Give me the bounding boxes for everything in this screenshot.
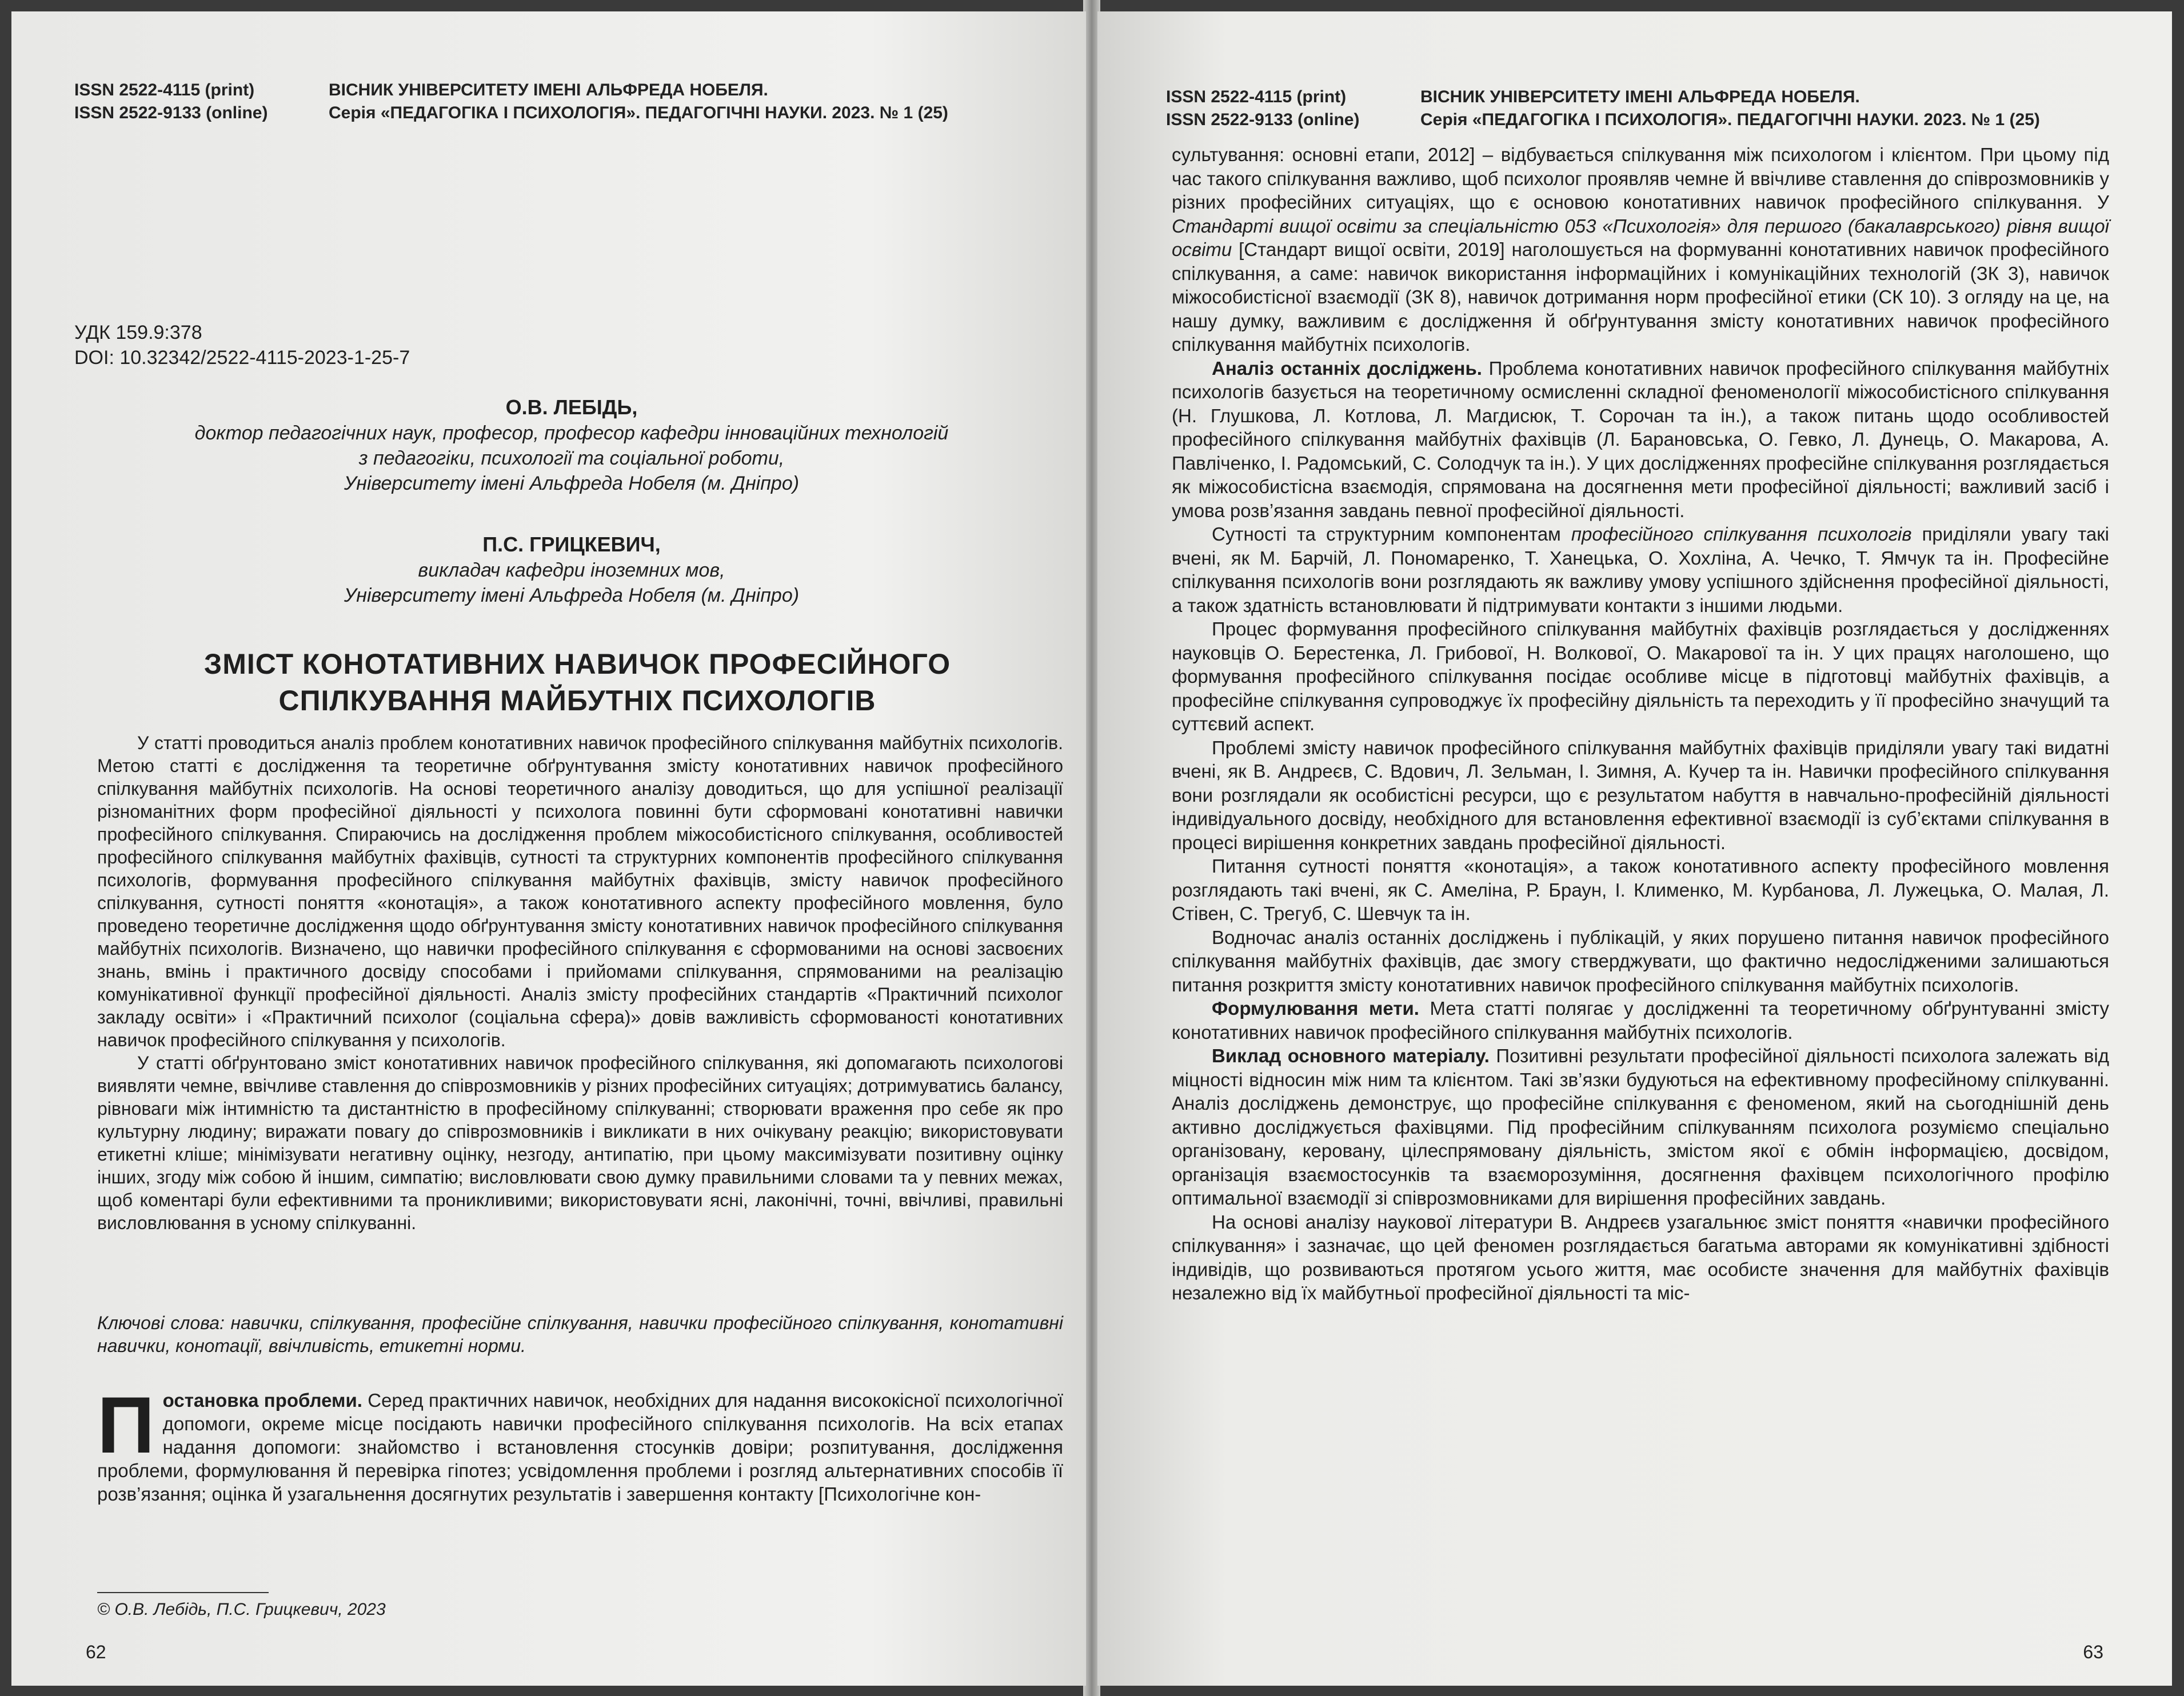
author-2 [126, 531, 1017, 608]
author-1 [126, 394, 1017, 496]
issn-print: ISSN 2522-4115 (print) [74, 81, 255, 99]
body-paragraph-8-text: Мета статті полягає у дослідженні та теоретичному обґрунтуванні змісту конотативних навичок професійного спілкування майбутніх психологів. [1172, 998, 2109, 1043]
body-paragraph-2 [1172, 357, 2109, 523]
article-title-line-2: СПІЛКУВАННЯ МАЙБУТНІХ ПСИХОЛОГІВ [278, 685, 876, 717]
issn-block [74, 79, 326, 125]
body-paragraph-3-text-b: приділяли увагу такі вчені, як М. Барчій, Л. Пономаренко, Т. Ханецька, О. Хохліна, А. Чечко, Т. Ямчук та ін. Професійне спілкування психологів вони розглядають як важливу умову успішного здійснення професійної діяльності, а також здатність встановлювати й підтримувати контакти з іншими людьми. [1172, 523, 2109, 616]
journal-line-1-right: ВІСНИК УНІВЕРСИТЕТУ ІМЕНІ АЛЬФРЕДА НОБЕЛЯ. [1420, 87, 1860, 106]
journal-line-2: Серія «ПЕДАГОГІКА І ПСИХОЛОГІЯ». ПЕДАГОГІЧНІ НАУКИ. 2023. № 1 (25) [329, 103, 948, 122]
keywords: Ключові слова: навички, спілкування, професійне спілкування, навички професійного спілкування, конотативні навички, конотації, ввічливість, етикетні норми. [97, 1313, 1063, 1356]
journal-title-right [1420, 86, 2163, 131]
body-paragraph-9-text: Позитивні результати професійної діяльності психолога залежать від міцності відносин між ним та клієнтом. Такі зв’язки будуються на ефективному професійному спілкуванні. Аналіз досліджень демонструє, що професійне спілкування є феноменом, який на сьогоднішній день активно досліджується фахівцями. Під професійним спілкуванням психолога розуміємо спеціально організовану, керовану, цілеспрямовану діяльність, змістом якої є обмін інформацією, досвідом, організація взаємостосунків та взаєморозуміння, досягнення фахівцем психологічного профілю оптимальної взаємодії зі співрозмовниками для вирішення професійних завдань. [1172, 1045, 2109, 1209]
author-1-affiliation-1: доктор педагогічних наук, професор, професор кафедри інноваційних технологій [194, 422, 949, 444]
body-paragraph-3-italic: професійного спілкування психологів [1571, 523, 1912, 545]
body-text-right [1172, 143, 2109, 1305]
section-heading-problem: остановка проблеми. [162, 1390, 362, 1411]
section-heading-goal: Формулювання мети. [1212, 998, 1419, 1019]
issn-block-right [1166, 86, 1418, 131]
body-paragraph-8 [1172, 997, 2109, 1044]
left-page [11, 11, 1086, 1686]
author-1-affiliation-2: з педагогіки, психології та соціальної роботи, [358, 447, 785, 469]
journal-line-1: ВІСНИК УНІВЕРСИТЕТУ ІМЕНІ АЛЬФРЕДА НОБЕЛЯ. [329, 81, 768, 99]
section-heading-analysis: Аналіз останніх досліджень. [1212, 357, 1482, 379]
copyright-footnote: © О.В. Лебідь, П.С. Грицкевич, 2023 [97, 1600, 386, 1619]
journal-line-2-right: Серія «ПЕДАГОГІКА І ПСИХОЛОГІЯ». ПЕДАГОГІЧНІ НАУКИ. 2023. № 1 (25) [1420, 110, 2040, 129]
classification-block [74, 320, 410, 370]
author-1-name: О.В. ЛЕБІДЬ, [505, 395, 638, 419]
intro-text: Серед практичних навичок, необхідних для надання висококісної психологічної допомоги, окреме місце посідають навички професійного спілкування психологів. На всіх етапах надання допомоги: знайомство і встановлення стосунків довіри; розпитування, дослідження проблеми, формулювання й перевірка гіпотез; усвідомлення проблеми і розгляд альтернативних способів її розв’язання; оцінка й узагальнення досягнутих результатів і завершення контакту [Психологічне кон- [97, 1390, 1063, 1505]
page-number-left: 62 [86, 1642, 106, 1662]
abstract [97, 731, 1063, 1234]
body-paragraph-1-text-b: [Стандарт вищої освіти, 2019] наголошується на формуванні конотативних навичок професійного спілкування, а саме: навичок використання інформаційних і комунікаційних технологій (ЗК 3), навичок міжособистісної взаємодії (ЗК 8), навичок дотримання норм професійної етики (СК 10). З огляду на це, на нашу думку, важливим є дослідження й обґрунтування змісту конотативних навичок професійного спілкування майбутніх психологів. [1172, 239, 2109, 355]
body-paragraph-3-text-a: Сутності та структурним компонентам [1212, 523, 1571, 545]
body-paragraph-3 [1172, 522, 2109, 617]
body-paragraph-7: Водночас аналіз останніх досліджень і публікацій, у яких порушено питання навичок професійного спілкування майбутніх фахівців, дає змогу стверджувати, що фактично недослідженими залишаються питання розкриття змісту конотативних навичок професійного спілкування майбутніх психологів. [1172, 926, 2109, 995]
body-paragraph-9 [1172, 1044, 2109, 1210]
drop-cap: П [97, 1380, 155, 1470]
standard-title: Стандарті вищої освіти за спеціальністю 053 «Психологія» для першого (бакалаврського) рівня вищої освіти [1172, 215, 2109, 260]
journal-title [329, 79, 1072, 125]
footnote-divider [97, 1592, 269, 1593]
body-paragraph-5: Проблемі змісту навичок професійного спілкування майбутніх фахівців приділяли увагу такі видатні вчені, як В. Андреєв, С. Вдович, Л. Зельман, І. Зимня, А. Кучер та ін. Навички професійного спілкування вони розглядали як особистісні ресурси, що є результатом набуття в навчально-професійній діяльності індивідуального досвіду, необхідного для встановлення ефективної взаємодії із суб’єктами спілкування в процесі вирішення конкретних завдань професійної діяльності. [1172, 737, 2109, 853]
issn-online: ISSN 2522-9133 (online) [74, 103, 268, 122]
abstract-paragraph-2: У статті обґрунтовано зміст конотативних навичок професійного спілкування, які допомагають психологові виявляти чемне, ввічливе ставлення до співрозмовників у різних професійних ситуаціях; дотримуватись балансу, рівноваги між інтимністю та дистантністю в професійному спілкуванні; створювати враження про себе як про культурну людину; виражати повагу до співрозмовників і викликати в них очікувану реакцію; використовувати етикетні кліше; мінімізувати негативну оцінку, незгоду, антипатію, при цьому максимізувати позитивну оцінку інших, згоду між собою й іншим, симпатію; висловлювати свою думку правильними словами та у певних межах, щоб коментарі були ефективними та проникливими; використовувати ясні, лаконічні, точні, ввічливі, правильні висловлювання в усному спілкуванні. [97, 1053, 1063, 1233]
author-2-affiliation-2: Університету імені Альфреда Нобеля (м. Дніпро) [344, 585, 800, 606]
author-2-affiliation-1: викладач кафедри іноземних мов, [418, 559, 725, 581]
body-paragraph-10: На основі аналізу наукової літератури В. Андреєв узагальнює зміст поняття «навички професійного спілкування» і зазначає, що цей феномен розглядається багатьма авторами як комунікативні здібності індивідів, що розвиваються протягом усього життя, має особисте значення для майбутніх фахівців незалежно від їх майбутньої професійної діяльності та міс- [1172, 1211, 2109, 1303]
page-number-right: 63 [2083, 1642, 2103, 1662]
issn-print-right: ISSN 2522-4115 (print) [1166, 87, 1347, 106]
author-1-affiliation-3: Університету імені Альфреда Нобеля (м. Дніпро) [344, 473, 800, 494]
body-paragraph-1-text-a: сультування: основні етапи, 2012] – відбувається спілкування між психологом і клієнтом. При цьому під час такого спілкування важливо, щоб психолог проявляв чемне й ввічливе ставлення до співрозмовників у різних професійних ситуаціях, що є основою конотативних навичок професійного спілкування. У [1172, 144, 2109, 213]
abstract-paragraph-1: У статті проводиться аналіз проблем конотативних навичок професійного спілкування майбутніх психологів. Метою статті є дослідження та теоретичне обґрунтування змісту конотативних навичок професійного спілкування майбутніх психологів. На основі теоретичного аналізу доводиться, що для успішної реалізації різноманітних форм професійної діяльності у психолога повинні бути сформовані конотативні навички професійного спілкування. Спираючись на дослідження проблем міжособистісного спілкування, особливостей професійного спілкування майбутніх фахівців, сутності та структурних компонентів професійного спілкування психологів, формування професійного спілкування майбутніх фахівців, змісту навичок професійного спілкування, сутності поняття «конотація», а також конотативного аспекту професійного мовлення, було проведено теоретичне дослідження щодо обґрунтування змісту конотативних навичок професійного спілкування майбутніх психологів. Визначено, що навички професійного спілкування є сформованими на основі засвоєних знань, вмінь і практичного досвіду способами і прийомами спілкування, спрямованими на реалізацію комунікативної функції професійної діяльності. Аналіз змісту професійних стандартів «Практичний психолог закладу освіти» і «Практичний психолог (соціальна сфера)» довів важливість сформованості конотативних навичок професійного спілкування у психологів. [97, 733, 1063, 1050]
doi: DOI: 10.32342/2522-4115-2023-1-25-7 [74, 347, 410, 369]
intro-paragraph [97, 1380, 1063, 1506]
issn-online-right: ISSN 2522-9133 (online) [1166, 110, 1360, 129]
right-page [1097, 11, 2172, 1686]
section-heading-main: Виклад основного матеріалу. [1212, 1045, 1490, 1066]
body-paragraph-2-text: Проблема конотативних навичок професійного спілкування майбутніх психологів базується на теоретичному осмисленні складної феноменології міжособистісного спілкування (Н. Глушкова, Л. Котлова, Л. Магдисюк, Т. Сорочан та ін.), а також питань щодо особливостей професійного спілкування майбутніх фахівців (Л. Барановська, О. Гевко, Л. Дунець, О. Макарова, А. Павліченко, І. Радомський, С. Солодчук та ін.). У цих дослідженнях професійне спілкування розглядається як міжособистісна взаємодія, спрямована на досягнення мети професійної діяльності; важливий засіб і умова розв’язання завдань певної професійної діяльності. [1172, 357, 2109, 521]
article-title-line-1: ЗМІСТ КОНОТАТИВНИХ НАВИЧОК ПРОФЕСІЙНОГО [203, 648, 951, 680]
body-paragraph-1 [1172, 143, 2109, 357]
body-paragraph-6: Питання сутності поняття «конотація», а також конотативного аспекту професійного мовлення розглядають такі вчені, як С. Амеліна, Р. Браун, І. Клименко, М. Курбанова, Л. Лужецька, О. Малая, Л. Стівен, С. Трегуб, С. Шевчук та ін. [1172, 855, 2109, 924]
udc-code: УДК 159.9:378 [74, 322, 202, 343]
article-title [103, 646, 1052, 719]
author-2-name: П.С. ГРИЦКЕВИЧ, [482, 533, 661, 556]
body-paragraph-4: Процес формування професійного спілкування майбутніх фахівців розглядається у дослідженнях науковців О. Берестенка, Л. Грибової, Н. Волкової, О. Макарової та ін. У цих працях наголошено, що формування професійного спілкування посідає особливе місце в підготовці майбутніх фахівців, а професійне спілкування супроводжує їх професійну діяльність та переходить у її професійно значущий та суттєвий аспект. [1172, 618, 2109, 734]
